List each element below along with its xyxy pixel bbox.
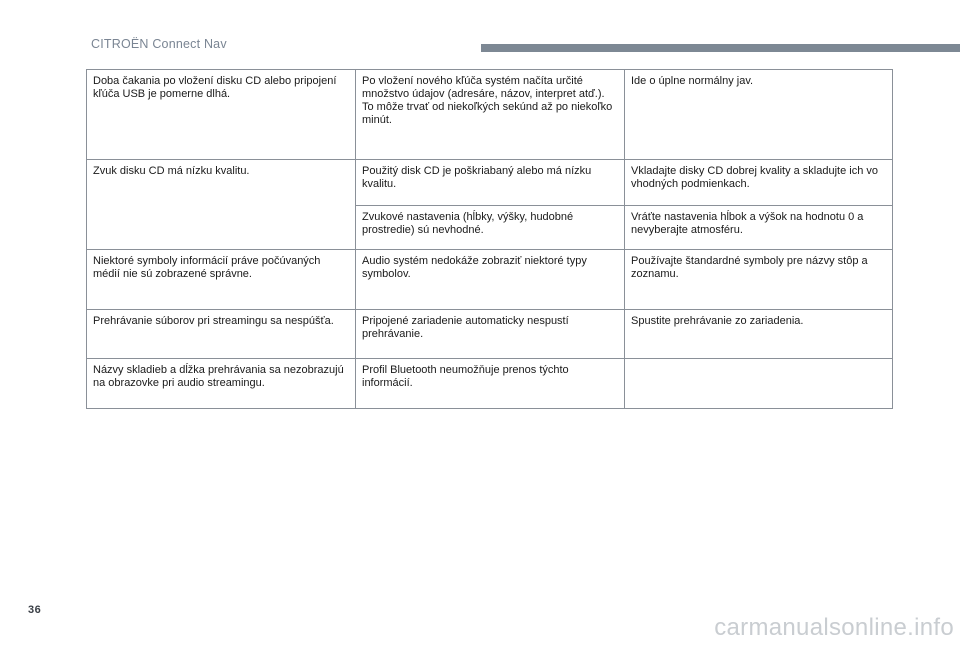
header-decorative-bar bbox=[481, 44, 960, 52]
problem-cell: Niektoré symboly informácií práve počúvaných médií nie sú zobrazené správne. bbox=[87, 250, 356, 310]
cause-cell: Zvukové nastavenia (hĺbky, výšky, hudobné prostredie) sú nevhodné. bbox=[356, 206, 625, 250]
page-number: 36 bbox=[28, 604, 42, 616]
solution-cell: Ide o úplne normálny jav. bbox=[625, 70, 893, 160]
page-header-title: CITROËN Connect Nav bbox=[91, 37, 227, 51]
cause-cell: Použitý disk CD je poškriabaný alebo má nízku kvalitu. bbox=[356, 160, 625, 206]
cause-cell: Profil Bluetooth neumožňuje prenos týchto informácií. bbox=[356, 359, 625, 409]
table-row bbox=[87, 70, 893, 160]
table-row bbox=[87, 359, 893, 409]
watermark-text: carmanualsonline.info bbox=[714, 614, 954, 641]
solution-cell: Používajte štandardné symboly pre názvy stôp a zoznamu. bbox=[625, 250, 893, 310]
table-row bbox=[87, 310, 893, 359]
table-row bbox=[87, 160, 893, 206]
troubleshooting-table bbox=[86, 69, 893, 409]
problem-cell: Zvuk disku CD má nízku kvalitu. bbox=[87, 160, 356, 250]
cause-cell: Po vložení nového kľúča systém načíta určité množstvo údajov (adresáre, názov, interpret atď.). To môže trvať od niekoľkých sekúnd až po niekoľko minút. bbox=[356, 70, 625, 160]
solution-cell: Spustite prehrávanie zo zariadenia. bbox=[625, 310, 893, 359]
cause-cell: Audio systém nedokáže zobraziť niektoré typy symbolov. bbox=[356, 250, 625, 310]
problem-cell: Prehrávanie súborov pri streamingu sa nespúšťa. bbox=[87, 310, 356, 359]
problem-cell: Názvy skladieb a dĺžka prehrávania sa nezobrazujú na obrazovke pri audio streamingu. bbox=[87, 359, 356, 409]
table-row bbox=[87, 250, 893, 310]
solution-cell: Vráťte nastavenia hĺbok a výšok na hodnotu 0 a nevyberajte atmosféru. bbox=[625, 206, 893, 250]
solution-cell bbox=[625, 359, 893, 409]
cause-cell: Pripojené zariadenie automaticky nespustí prehrávanie. bbox=[356, 310, 625, 359]
solution-cell: Vkladajte disky CD dobrej kvality a skladujte ich vo vhodných podmienkach. bbox=[625, 160, 893, 206]
problem-cell: Doba čakania po vložení disku CD alebo pripojení kľúča USB je pomerne dlhá. bbox=[87, 70, 356, 160]
